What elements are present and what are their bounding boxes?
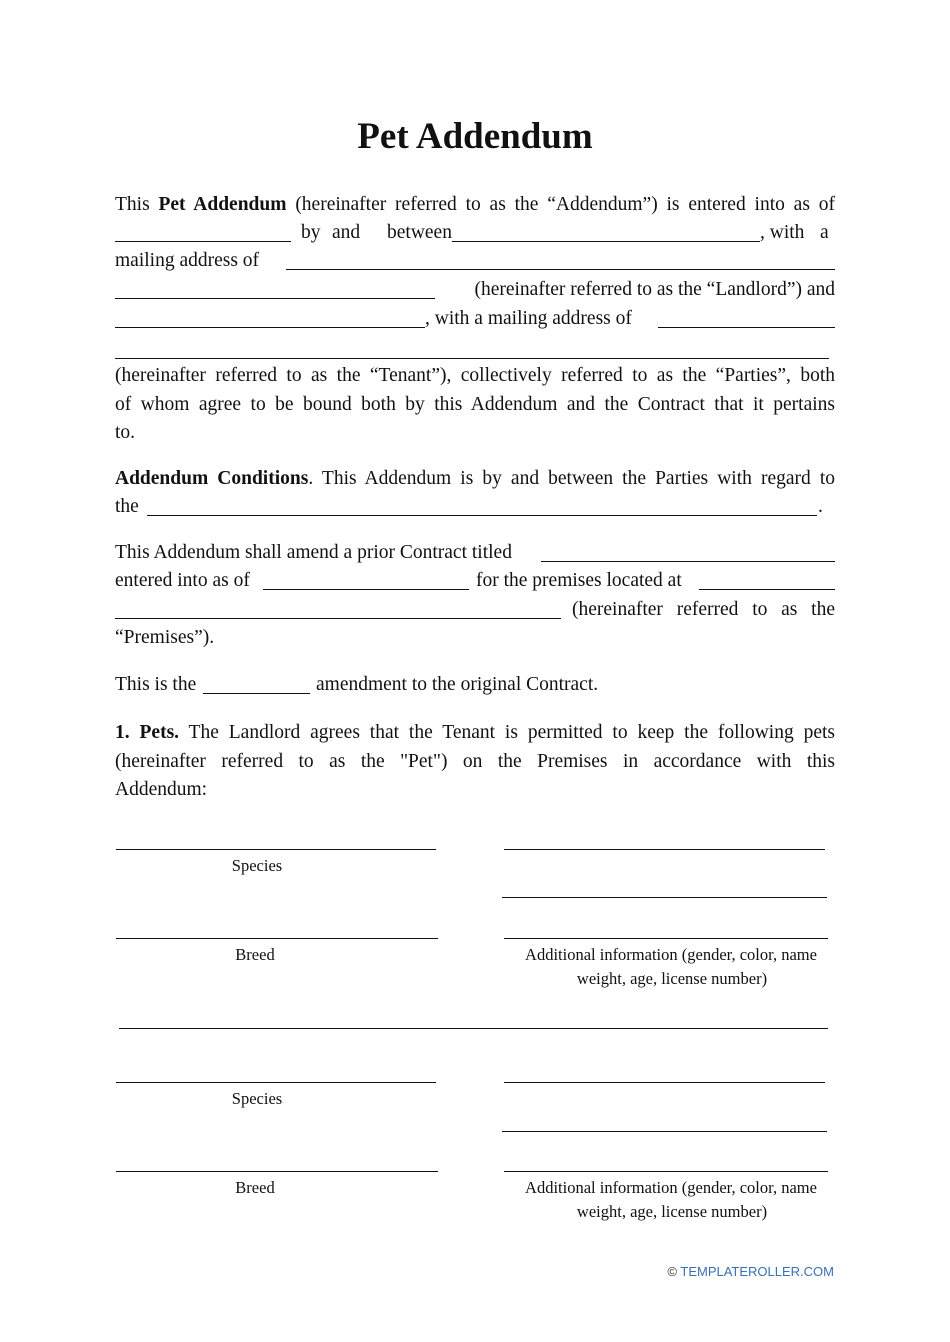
pets-line-3: Addendum: [115, 779, 208, 800]
landlord-name-field[interactable] [452, 222, 760, 242]
landlord-address-field-2[interactable] [115, 279, 435, 299]
amend-line-1: This Addendum shall amend a prior Contract titled [115, 539, 835, 567]
conditions-line-1: Addendum Conditions. This Addendum is by and between the Parties with regard to [115, 468, 835, 489]
premises-field-1[interactable] [699, 570, 835, 590]
tenant-address-field-1[interactable] [658, 308, 835, 328]
info-label-2b: weight, age, license number) [576, 1202, 768, 1221]
intro-line-5: , with a mailing address of [115, 305, 835, 333]
regard-to-field[interactable] [147, 496, 817, 516]
date-field[interactable] [115, 222, 291, 242]
amend-line-2: entered into as of for the premises located at [115, 567, 835, 595]
intro-line-4: (hereinafter referred to as the “Landlord”) and [115, 276, 835, 304]
copyright-symbol: © [667, 1264, 677, 1279]
pets-line-2: (hereinafter referred to as the "Pet") on the Premises in accordance with this [115, 751, 835, 772]
info-label-1b: weight, age, license number) [576, 969, 768, 988]
info-label-1a: Additional information (gender, color, name [525, 945, 817, 964]
conditions-line-2: the . [115, 496, 823, 517]
intro-line-7: (hereinafter referred to as the “Tenant”), collectively referred to as the “Parties”, both [115, 365, 835, 386]
breed-label-2: Breed [235, 1178, 275, 1197]
info-label-2a: Additional information (gender, color, name [525, 1178, 817, 1197]
page-title: Pet Addendum [357, 116, 593, 157]
breed-field-2[interactable] [116, 1171, 438, 1172]
amendment-line: This is the amendment to the original Contract. [115, 674, 599, 695]
info-field-2a[interactable] [504, 1082, 825, 1083]
contract-title-field[interactable] [541, 542, 835, 562]
bold-addendum-conditions: Addendum Conditions [115, 468, 309, 489]
species-field-2[interactable] [116, 1082, 436, 1083]
intro-line-2: by and between , with a [115, 219, 835, 247]
separator-field[interactable] [119, 1028, 828, 1029]
tenant-address-field-2[interactable] [115, 358, 829, 359]
species-field-1[interactable] [116, 849, 436, 850]
footer-watermark [560, 1264, 834, 1279]
amendment-number-field[interactable] [203, 674, 310, 694]
amend-line-3: (hereinafter referred to as the [115, 596, 835, 624]
intro-line-9: to. [115, 422, 136, 443]
contract-date-field[interactable] [263, 570, 469, 590]
info-field-1c[interactable] [504, 938, 828, 939]
landlord-address-field-1[interactable] [286, 250, 835, 270]
info-field-2b[interactable] [502, 1131, 827, 1132]
intro-line-1: This Pet Addendum (hereinafter referred to as the “Addendum”) is entered into as of [115, 194, 835, 215]
pets-line-1: 1. Pets. The Landlord agrees that the Tenant is permitted to keep the following pets [115, 722, 835, 743]
premises-field-2[interactable] [115, 599, 561, 619]
breed-label-1: Breed [235, 945, 275, 964]
species-label-2: Species [231, 1089, 283, 1108]
info-field-1b[interactable] [502, 897, 827, 898]
breed-field-1[interactable] [116, 938, 438, 939]
info-field-1a[interactable] [504, 849, 825, 850]
tenant-name-field[interactable] [115, 308, 425, 328]
amend-line-4: “Premises”). [115, 627, 215, 648]
intro-line-8: of whom agree to be bound both by this Addendum and the Contract that it pertains [115, 394, 835, 415]
species-label-1: Species [231, 856, 283, 875]
info-field-2c[interactable] [504, 1171, 828, 1172]
intro-line-3: mailing address of [115, 247, 835, 275]
footer-link[interactable]: TEMPLATEROLLER.COM [680, 1264, 834, 1279]
bold-pet-addendum: Pet Addendum [158, 194, 287, 215]
bold-pets: 1. Pets. [115, 722, 180, 743]
